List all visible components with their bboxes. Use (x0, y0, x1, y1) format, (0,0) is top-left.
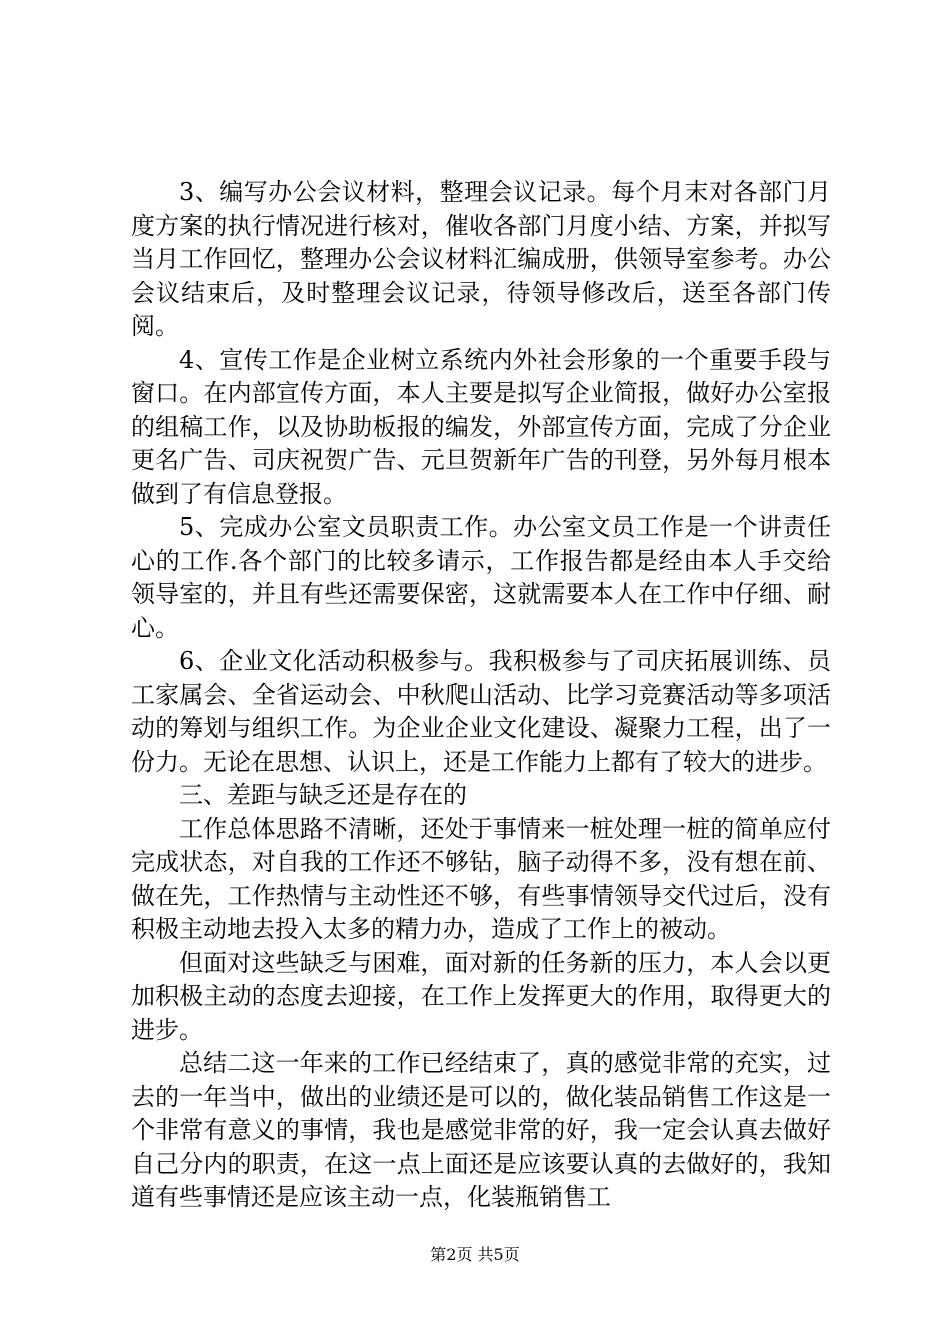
paragraph-summary-two: 总结二这一年来的工作已经结束了，真的感觉非常的充实，过去的一年当中，做出的业绩还是可以的，做化装品销售工作这是一个非常有意义的事情，我也是感觉非常的好，我一定会认真去做好自己分内的职责，在这一点上面还是应该要认真的去做好的，我知道有些事情还是应该主动一点，化装瓶销售工 (131, 1049, 831, 1211)
page-footer: 第2页 共5页 (430, 1245, 520, 1264)
section-heading-gaps: 三、差距与缺乏还是存在的 (179, 781, 467, 809)
paragraph-item-5: 5、完成办公室文员职责工作。办公室文员工作是一个讲责任心的工作.各个部门的比较多请示，工作报告都是经由本人手交给领导室的，并且有些还需要保密，这就需要本人在工作中仔细、耐心。 (131, 513, 831, 642)
paragraph-item-3: 3、编写办公会议材料，整理会议记录。每个月末对各部门月度方案的执行情况进行核对，催收各部门月度小结、方案，并拟写当月工作回忆，整理办公会议材料汇编成册，供领导室参考。办公会议结束后，及时整理会议记录，待领导修改后，送至各部门传阅。 (131, 178, 831, 340)
paragraph-resolution: 但面对这些缺乏与困难，面对新的任务新的压力，本人会以更加积极主动的态度去迎接，在工作上发挥更大的作用，取得更大的进步。 (131, 948, 831, 1044)
paragraph-item-6: 6、企业文化活动积极参与。我积极参与了司庆拓展训练、员工家属会、全省运动会、中秋爬山活动、比学习竞赛活动等多项活动的筹划与组织工作。为企业企业文化建设、凝聚力工程，出了一份力。无论在思想、认识上，还是工作能力上都有了较大的进步。 (131, 647, 831, 776)
paragraph-item-4: 4、宣传工作是企业树立系统内外社会形象的一个重要手段与窗口。在内部宣传方面，本人主要是拟写企业简报，做好办公室报的组稿工作，以及协助板报的编发，外部宣传方面，完成了分企业更名广告、司庆祝贺广告、元旦贺新年广告的刊登，另外每月根本做到了有信息登报。 (131, 345, 831, 508)
paragraph-shortcomings: 工作总体思路不清晰，还处于事情来一桩处理一桩的简单应付完成状态，对自我的工作还不够钻，脑子动得不多，没有想在前、做在先，工作热情与主动性还不够，有些事情领导交代过后，没有积极主动地去投入太多的精力办，造成了工作上的被动。 (131, 814, 831, 943)
document-body (131, 176, 831, 1215)
